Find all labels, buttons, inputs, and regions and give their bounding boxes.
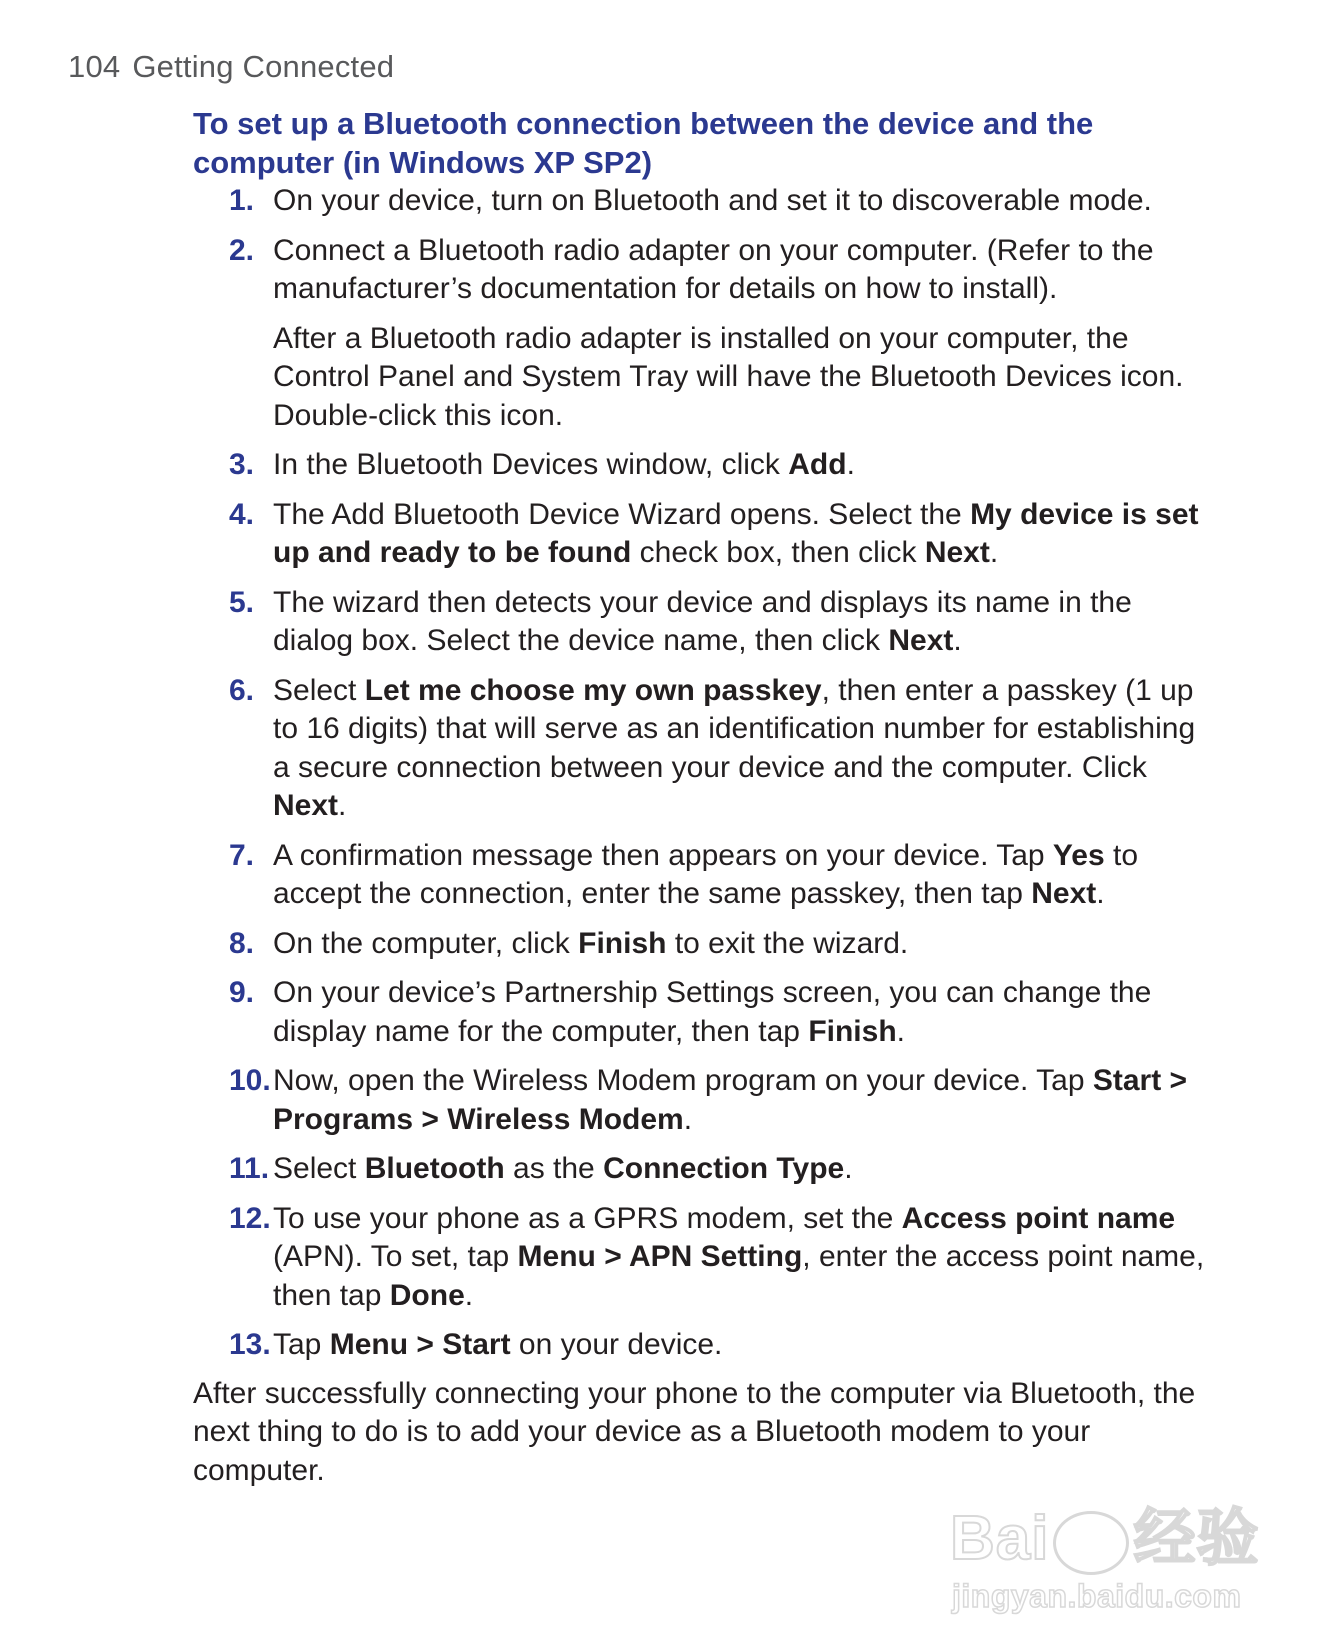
step-item (193, 446, 1213, 485)
ui-term: Done (389, 1278, 465, 1312)
step-text-run: to exit the wizard. (666, 926, 909, 960)
step-text-run: . (989, 536, 999, 569)
step-item (193, 672, 1213, 826)
step-text-run: On the computer, click (273, 926, 579, 960)
step-text-run: The wizard then detects your device and displays its name in the dialog box. Select the device name, then click (273, 585, 1132, 657)
step-text-run: . (844, 1152, 853, 1185)
step-text-run: . (953, 624, 962, 657)
step-number: 11. (229, 1152, 270, 1185)
step-text (273, 1200, 1213, 1316)
step-text (273, 496, 1213, 573)
step-text (273, 925, 1213, 964)
step-note-run: icon. Double-click this icon. (273, 360, 1184, 432)
step-text-run: Connect a Bluetooth radio adapter on your computer. (Refer to the manufacturer’s documentation for details on how to install). (273, 233, 1154, 305)
ui-term: Bluetooth Devices (869, 360, 1112, 393)
baidu-logo (950, 1488, 1260, 1577)
ui-term: Start > Programs > Wireless Modem (273, 1064, 1188, 1136)
step-item (193, 584, 1213, 661)
page-content (193, 104, 1213, 1490)
step-item (193, 496, 1213, 573)
ui-term: Menu > Start (329, 1328, 511, 1361)
watermark-logo-suffix: 经验 (1133, 1504, 1260, 1573)
step-number: 4. (229, 497, 255, 531)
step-note-run: After a Bluetooth radio adapter is installed on your computer, the Control Panel and System Tray will have the (273, 321, 1129, 393)
step-note (273, 320, 1213, 436)
step-text (273, 672, 1213, 826)
step-number: 2. (229, 233, 255, 267)
step-number: 6. (229, 673, 255, 707)
step-number: 3. (229, 448, 255, 481)
running-header (68, 49, 394, 85)
step-text-run: , then enter a passkey (1 up to 16 digits) that will serve as an identification number for establishing a secure connection between your device and the computer. Click (273, 673, 1196, 784)
step-item (193, 974, 1213, 1051)
step-text-run: The Add Bluetooth Device Wizard opens. Select the (273, 497, 971, 531)
step-text (273, 584, 1213, 661)
ui-term: Connection Type (603, 1152, 845, 1185)
ui-term: Add (788, 448, 847, 481)
step-text (273, 232, 1213, 309)
step-number: 9. (229, 976, 255, 1009)
step-number: 8. (229, 926, 255, 960)
ui-term: Next (1031, 877, 1097, 910)
step-number: 10. (229, 1064, 271, 1097)
steps-list (193, 182, 1213, 1365)
step-text-run: On your device’s Partnership Settings screen, you can change the display name for the computer, then tap (273, 976, 1152, 1048)
ui-term: Bluetooth (364, 1152, 505, 1185)
step-item (193, 925, 1213, 964)
step-text (273, 1150, 1213, 1189)
watermark-logo-text: Bai (950, 1504, 1050, 1573)
step-text-run: On your device, turn on Bluetooth and set it to discoverable mode. (273, 184, 1152, 217)
ui-term: Let me choose my own passkey (364, 673, 822, 707)
step-text-run: Now, open the Wireless Modem program on your device. Tap (273, 1064, 1093, 1097)
step-item (193, 182, 1213, 221)
step-text-run: as the (504, 1152, 604, 1185)
step-number: 1. (229, 184, 255, 217)
ui-term: Next (924, 536, 990, 569)
step-text-run: Select (273, 1152, 365, 1185)
step-number: 13. (229, 1328, 271, 1361)
step-text-run: . (896, 1014, 905, 1048)
ui-term: Next (273, 789, 339, 822)
step-text-run: To use your phone as a GPRS modem, set the (273, 1201, 902, 1235)
closing-paragraph: After successfully connecting your phone to the computer via Bluetooth, the next thing to do is to add your device as a Bluetooth modem to your computer. (193, 1376, 1196, 1487)
step-text-run: A confirmation message then appears on your device. Tap (273, 838, 1053, 872)
ui-term: Access point name (901, 1201, 1176, 1235)
step-text-run: . (338, 789, 347, 822)
ui-term: My device is set up and ready to be found (273, 497, 1199, 569)
step-text (273, 1062, 1213, 1139)
step-number: 7. (229, 838, 255, 872)
step-text (273, 446, 1213, 485)
ui-term: Next (888, 624, 954, 657)
step-text-run: to accept the connection, enter the same passkey, then tap (273, 838, 1139, 910)
baidu-watermark (950, 1488, 1270, 1628)
step-text-run: In the Bluetooth Devices window, click (273, 448, 789, 481)
step-text (273, 974, 1213, 1051)
procedure-title: To set up a Bluetooth connection between the device and the computer (in Windows XP SP2) (193, 106, 1094, 180)
step-text-run: Select (273, 673, 365, 707)
step-item (193, 1150, 1213, 1189)
section-name: Getting Connected (132, 49, 395, 84)
step-text-run: . (464, 1278, 474, 1312)
step-text-run: , enter the access point name, then tap (273, 1240, 1205, 1312)
step-item (193, 1200, 1213, 1316)
step-text-run: . (1096, 877, 1105, 910)
step-text-run: . (683, 1102, 693, 1136)
step-item (193, 1062, 1213, 1139)
ui-term: Finish (808, 1014, 897, 1048)
ui-term: Finish (578, 926, 667, 960)
paw-icon (1053, 1511, 1129, 1575)
step-number: 5. (229, 585, 255, 619)
step-text (273, 837, 1213, 914)
watermark-url: jingyan.baidu.com (952, 1578, 1242, 1614)
step-item (193, 232, 1213, 436)
page-number: 104 (68, 49, 121, 84)
step-text-run: (APN). To set, tap (273, 1240, 518, 1273)
step-text (273, 1326, 1213, 1365)
step-item (193, 837, 1213, 914)
step-text-run: . (846, 448, 855, 481)
ui-term: Menu > APN Setting (517, 1240, 803, 1273)
step-text-run: on your device. (510, 1328, 723, 1361)
ui-term: Yes (1052, 838, 1105, 872)
step-item (193, 1326, 1213, 1365)
step-text-run: check box, then click (631, 536, 925, 569)
step-text-run: Tap (273, 1328, 330, 1361)
step-number: 12. (229, 1201, 271, 1235)
step-text (273, 182, 1213, 221)
